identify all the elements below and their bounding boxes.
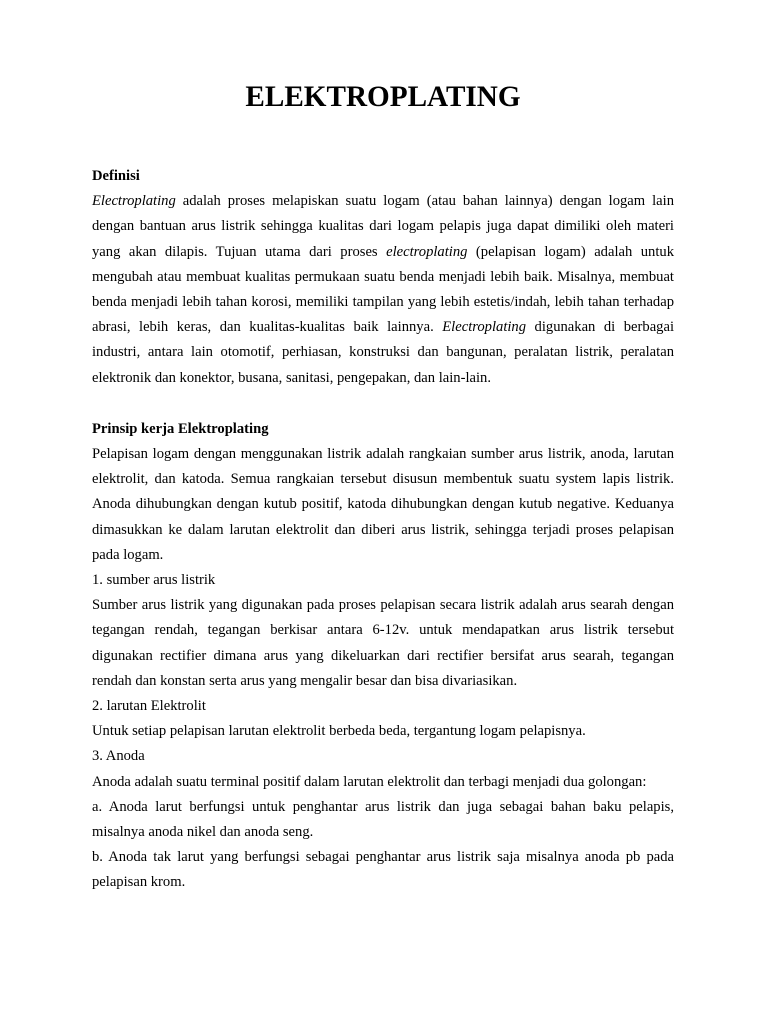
list-item-label: 2. larutan Elektrolit	[92, 698, 206, 715]
paragraph-anoda: Anoda adalah suatu terminal positif dalam larutan elektrolit dan terbagi menjadi dua golongan:	[92, 773, 647, 790]
paragraph-sumber-arus: Sumber arus listrik yang digunakan pada proses pelapisan secara listrik adalah arus searah dengan tegangan rendah, tegangan berkisar antara 6-12v. untuk mendapatkan arus listrik tersebut digunakan rectifier dimana arus yang dikeluarkan dari rectifier bersifat arus searah, tegangan rendah dan konstan serta arus yang mengalir besar dan bisa divariasikan.	[92, 597, 674, 689]
paragraph-anoda-tak-larut: b. Anoda tak larut yang berfungsi sebagai penghantar arus listrik saja misalnya anoda pb pada pelapisan krom.	[92, 849, 674, 891]
list-item-label: 3. Anoda	[92, 748, 145, 765]
list-item-label: 1. sumber arus listrik	[92, 572, 216, 589]
spacer	[92, 108, 674, 164]
spacer	[92, 391, 674, 417]
document-title: ELEKTROPLATING	[245, 81, 521, 113]
paragraph-larutan-elektrolit: Untuk setiap pelapisan larutan elektrolit berbeda beda, tergantung logam pelapisnya.	[92, 723, 586, 740]
section-definisi	[92, 164, 674, 391]
section-heading-prinsip: Prinsip kerja Elektroplating	[92, 420, 269, 437]
section-heading-definisi: Definisi	[92, 168, 140, 184]
paragraph-text: (pelapisan logam) adalah untuk mengubah atau membuat kualitas permukaan suatu benda menjadi lebih baik. Misalnya, membuat benda menjadi lebih tahan korosi, memiliki tampilan yang lebih estetis/indah, lebih tahan terhadap abrasi, lebih keras, dan kualitas-kualitas baik lainnya.	[92, 243, 674, 336]
document-page	[92, 81, 674, 896]
paragraph-text: digunakan di berbagai industri, antara lain otomotif, perhiasan, konstruksi dan bangunan, peralatan listrik, peralatan elektronik dan konektor, busana, sanitasi, pengepakan, dan lain-lain.	[92, 319, 674, 386]
paragraph-definisi	[92, 189, 674, 391]
term-electroplating: electroplating	[386, 243, 468, 260]
paragraph-prinsip-intro: Pelapisan logam dengan menggunakan listrik adalah rangkaian sumber arus listrik, anoda, larutan elektrolit, dan katoda. Semua rangkaian tersebut disusun membentuk suatu system lapis listrik. Anoda dihubungkan dengan kutub positif, katoda dihubungkan dengan kutub negative. Keduanya dimasukkan ke dalam larutan elektrolit dan diberi arus listrik, sehingga terjadi proses pelapisan pada logam.	[92, 446, 674, 563]
section-prinsip	[92, 417, 674, 896]
paragraph-text: adalah proses melapiskan suatu logam (atau bahan lainnya) dengan logam lain dengan bantuan arus listrik sehingga kualitas dari logam pelapis juga dapat dimiliki oleh materi yang akan dilapis. Tujuan utama dari proses	[92, 193, 674, 260]
term-electroplating: Electroplating	[442, 319, 527, 336]
term-electroplating: Electroplating	[92, 193, 176, 210]
paragraph-anoda-larut: a. Anoda larut berfungsi untuk penghantar arus listrik dan juga sebagai bahan baku pelapis, misalnya anoda nikel dan anoda seng.	[92, 798, 674, 841]
